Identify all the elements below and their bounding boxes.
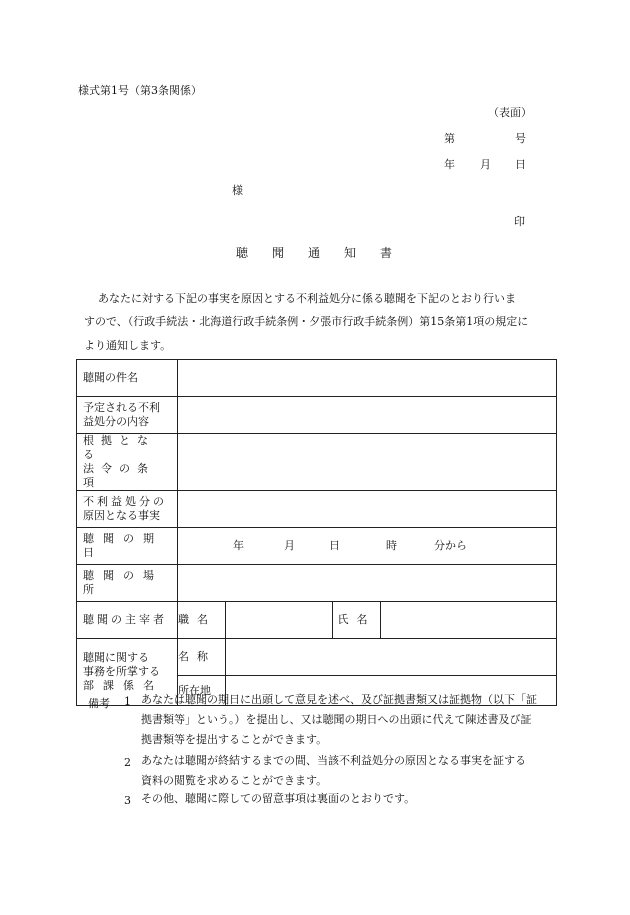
hearing-date-year: 年: [233, 539, 244, 552]
presider-label-cell: [77, 602, 178, 639]
note-2-line-2: 資料の閲覧を求めることができます。: [141, 774, 328, 787]
hearing-place-value-cell[interactable]: [178, 565, 557, 602]
note-2-number: 2: [124, 756, 131, 769]
document-number-suffix: 号: [515, 132, 526, 145]
facts-value-cell[interactable]: [178, 491, 557, 528]
subject-label: 聴聞の件名: [83, 371, 138, 384]
facts-label-line1: 不利益処分の: [83, 495, 167, 508]
subject-label-cell: [77, 360, 178, 397]
legal-basis-label-line2: 法令の条項: [83, 462, 155, 489]
note-1: [141, 690, 537, 750]
addressee-suffix: 様: [232, 184, 243, 197]
hearing-details-table: [76, 359, 557, 706]
name-value-cell[interactable]: [381, 602, 557, 639]
row-facts: [77, 491, 557, 528]
document-title: 聴 聞 通 知 書: [236, 246, 399, 260]
name-label-cell: [333, 602, 381, 639]
note-1-number: 1: [124, 695, 131, 708]
legal-basis-value-cell[interactable]: [178, 434, 557, 491]
intro-line-2: すので、（行政手続法・北海道行政手続条例・夕張市行政手続条例）第15条第1項の規定に: [84, 315, 529, 328]
hearing-date-month: 月: [284, 539, 295, 552]
office-label-line1: 聴聞に関する: [83, 651, 149, 664]
note-1-line-1: あなたは聴聞の期日に出頭して意見を述べ、及び証拠書類又は証拠物（以下「証: [141, 693, 537, 706]
row-legal-basis: [77, 434, 557, 491]
planned-disposition-label-line1: 予定される不利: [83, 401, 160, 414]
legal-basis-label-cell: [77, 434, 178, 491]
facts-label-line2: 原因となる事実: [83, 509, 160, 522]
seal-mark: 印: [514, 215, 525, 228]
planned-disposition-label-cell: [77, 397, 178, 434]
row-hearing-date: [77, 528, 557, 565]
office-address-label: 所在地: [178, 683, 211, 697]
office-name-value-cell[interactable]: [226, 639, 557, 676]
row-hearing-place: [77, 565, 557, 602]
row-subject: [77, 360, 557, 397]
row-planned-disposition: [77, 397, 557, 434]
hearing-date-minute-from: 分から: [434, 539, 467, 552]
office-label-line3: 部課係名: [83, 679, 163, 692]
hearing-date-value-cell[interactable]: [178, 528, 557, 565]
row-presider: [77, 602, 557, 639]
notes-heading: 備考: [88, 697, 110, 710]
hearing-date-day: 日: [329, 539, 340, 552]
office-name-label: 名称: [178, 650, 216, 663]
hearing-place-label: 聴聞の場所: [83, 569, 163, 596]
row-office-name: [77, 639, 557, 676]
document-number-prefix: 第: [444, 132, 455, 145]
note-3-number: 3: [124, 794, 131, 807]
planned-disposition-value-cell[interactable]: [178, 397, 557, 434]
intro-line-1: あなたに対する下記の事実を原因とする不利益処分に係る聴聞を下記のとおり行いま: [98, 292, 516, 305]
position-label-cell: [178, 602, 226, 639]
intro-line-3: より通知します。: [84, 339, 172, 352]
issue-day-label: 日: [515, 158, 526, 171]
side-label: （表面）: [488, 106, 532, 119]
note-1-line-2: 拠書類等」という。）を提出し、又は聴聞の期日への出頭に代えて陳述書及び証: [141, 713, 532, 726]
planned-disposition-label-line2: 益処分の内容: [83, 415, 149, 428]
note-1-line-3: 拠書類等を提出することができます。: [141, 733, 328, 746]
legal-basis-label-line1: 根拠となる: [83, 434, 155, 461]
name-label: 氏名: [337, 613, 376, 626]
office-label-line2: 事務を所掌する: [83, 665, 160, 678]
note-3: [141, 789, 415, 809]
issue-month-label: 月: [480, 158, 491, 171]
note-3-line-1: その他、聴聞に際しての留意事項は裏面のとおりです。: [141, 792, 416, 805]
office-name-label-cell: [178, 639, 226, 676]
hearing-date-label-cell: [77, 528, 178, 565]
presider-label: 聴聞の主宰者: [83, 613, 167, 626]
note-2-line-1: あなたは聴聞が終結するまでの間、当該不利益処分の原因となる事実を証する: [141, 754, 526, 767]
position-value-cell[interactable]: [226, 602, 333, 639]
issue-year-label: 年: [444, 158, 455, 171]
hearing-date-hour: 時: [386, 539, 397, 552]
form-number: 様式第1号（第3条関係）: [78, 84, 202, 97]
hearing-place-label-cell: [77, 565, 178, 602]
facts-label-cell: [77, 491, 178, 528]
position-label: 職名: [178, 613, 216, 626]
hearing-date-label: 聴聞の期日: [83, 532, 163, 559]
subject-value-cell[interactable]: [178, 360, 557, 397]
note-2: [141, 751, 526, 791]
